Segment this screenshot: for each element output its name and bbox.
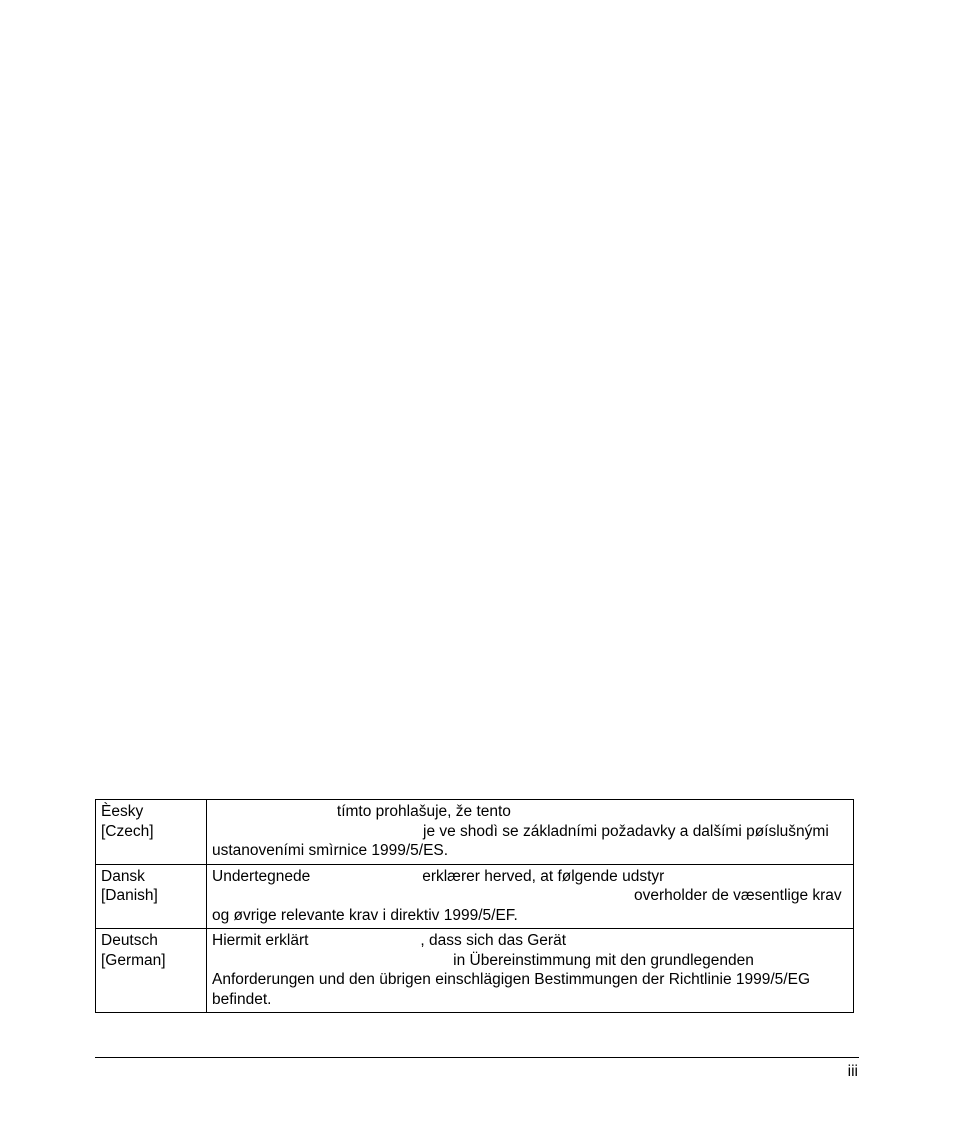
language-cell — [96, 929, 207, 1013]
table-row — [96, 929, 854, 1013]
declaration-line: Undertegnede erklærer herved, at følgende udstyr — [212, 867, 665, 885]
declaration-text-cell — [207, 800, 854, 865]
declaration-text-cell — [207, 929, 854, 1013]
declaration-line: befindet. — [212, 990, 272, 1008]
declaration-line: overholder de væsentlige krav — [212, 887, 842, 904]
footer-divider — [95, 1057, 859, 1058]
language-english-name: [Danish] — [101, 887, 158, 904]
language-english-name: [German] — [101, 951, 166, 969]
declaration-line: ustanoveními smìrnice 1999/5/ES. — [212, 842, 449, 859]
declaration-line: og øvrige relevante krav i direktiv 1999/5/EF. — [212, 906, 518, 924]
language-name: Èesky — [101, 803, 144, 820]
page-number: iii — [847, 1063, 858, 1080]
table-row — [96, 800, 854, 865]
language-name: Dansk — [101, 867, 145, 885]
declaration-line: Anforderungen und den übrigen einschlägigen Bestimmungen der Richtlinie 1999/5/EG — [212, 971, 811, 988]
declaration-line: Hiermit erklärt , dass sich das Gerät — [212, 932, 567, 949]
declaration-line: tímto prohlašuje, že tento — [212, 803, 511, 820]
declaration-line: je ve shodì se základními požadavky a dalšími pøíslušnými — [212, 822, 829, 840]
declaration-line: in Übereinstimmung mit den grundlegenden — [212, 951, 754, 969]
language-cell — [96, 800, 207, 865]
declaration-text-cell — [207, 864, 854, 929]
language-english-name: [Czech] — [101, 822, 154, 840]
table-row — [96, 864, 854, 929]
language-name: Deutsch — [101, 932, 158, 949]
language-cell — [96, 864, 207, 929]
declaration-table — [95, 799, 854, 1013]
